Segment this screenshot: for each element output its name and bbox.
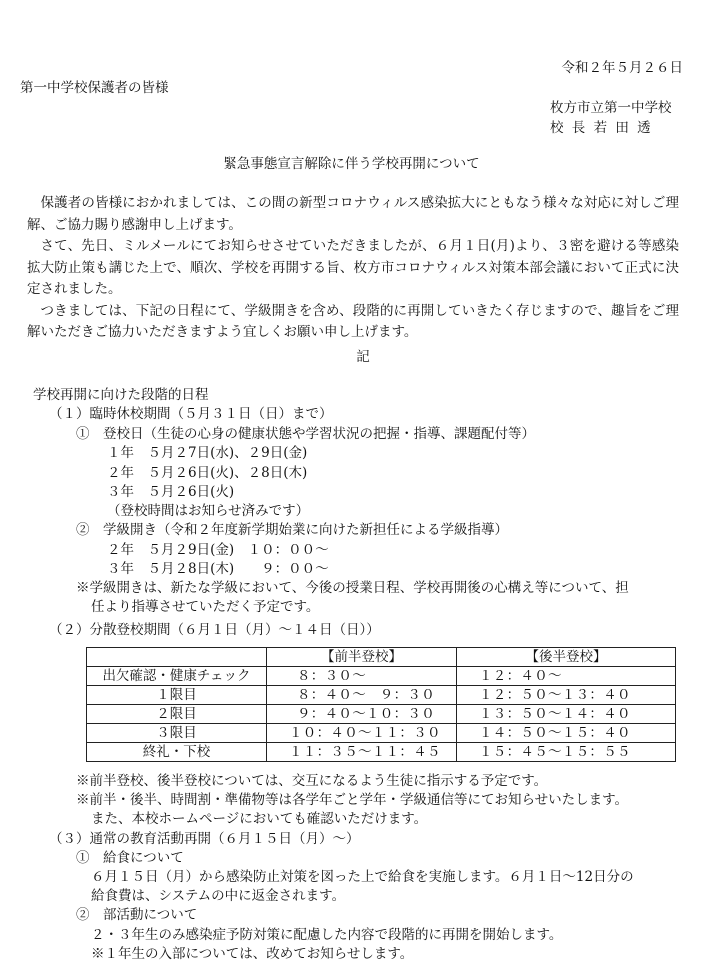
section1-item2-line: ２年 ５月２9日(金) １０：００～	[107, 542, 329, 558]
table-cell-second-half: １３：５０～１４：４０	[457, 705, 676, 724]
table-cell-second-half: １２：４０～	[457, 667, 676, 686]
table-cell-first-half: １０：４０～１１：３０	[267, 724, 457, 743]
table-cell-label: １限目	[87, 686, 267, 705]
document-title: 緊急事態宣言解除に伴う学校再開について	[223, 156, 480, 172]
section1-item1-line: ２年 ５月２6日(火)、２8日(木)	[107, 465, 308, 481]
table-cell-first-half: １１：３５～１１：４５	[267, 743, 457, 762]
section1-title: （１）臨時休校期間（５月３１日（日）まで）	[49, 406, 333, 422]
table-header-cell	[87, 648, 267, 667]
table-row	[87, 667, 676, 686]
section1-item2-title: ② 学級開き（令和２年度新学期始業に向けた新担任による学級指導）	[76, 522, 508, 538]
letter-recipient: 第一中学校保護者の皆様	[20, 80, 169, 96]
section1-item2-line: ３年 ５月２8日(木) ９：００～	[107, 561, 329, 577]
table-row	[87, 686, 676, 705]
table-cell-first-half: ８：３０～	[267, 667, 457, 686]
section3-item1-line: ６月１５日（月）から感染防止対策を図った上で給食を実施します。６月１日～12日分の	[91, 869, 634, 885]
section3-item1-line: 給食費は、システムの中に返金されます。	[91, 888, 346, 904]
schedule-heading: 学校再開に向けた段階的日程	[33, 387, 209, 403]
section3-item2-line: ※１年生の入部については、改めてお知らせします。	[91, 946, 414, 962]
table-cell-label: ３限目	[87, 724, 267, 743]
table-cell-first-half: ８：４０～ ９：３０	[267, 686, 457, 705]
table-header-cell: 【後半登校】	[457, 648, 676, 667]
section3-title: （３）通常の教育活動再開（６月１５日（月）～）	[49, 831, 360, 847]
section1-note: ※学級開きは、新たな学級において、今後の授業日程、学校再開後の心構え等について、担	[76, 580, 629, 596]
body-paragraph: 保護者の皆様におかれましては、この間の新型コロナウィルス感染拡大にともなう様々な対応に対しご理解、ご協力賜り感謝申し上げます。	[27, 195, 679, 233]
section1-item1-line: １年 ５月２7日(水)、２9日(金)	[107, 445, 308, 461]
table-header-cell: 【前半登校】	[267, 648, 457, 667]
body-text	[27, 193, 679, 344]
body-paragraph: さて、先日、ミルメールにてお知らせさせていただきましたが、６月１日(月)より、３密を避ける等感染拡大防止策も講じた上で、順次、学校を再開する旨、枚方市コロナウィルス対策本部会議において正式に決定されました。	[27, 238, 679, 297]
section2-title: （２）分散登校期間（６月１日（月）～１４日（日））	[49, 622, 380, 638]
section2-note: また、本校ホームページにおいても確認いただけます。	[91, 811, 428, 827]
table-cell-label: 終礼・下校	[87, 743, 267, 762]
table-cell-first-half: ９：４０～１０：３０	[267, 705, 457, 724]
table-cell-second-half: １５：４５～１５：５５	[457, 743, 676, 762]
section3-item1-title: ① 給食について	[76, 850, 184, 866]
table-row	[87, 705, 676, 724]
body-paragraph: つきましては、下記の日程にて、学級開きを含め、段階的に再開していきたく存じますので、趣旨をご理解いただきご協力いただきますよう宜しくお願い申し上げます。	[27, 302, 679, 340]
schedule-table	[86, 647, 676, 762]
section1-item1-line: （登校時間はお知らせ済みです）	[107, 503, 310, 519]
section3-item2-line: ２・３年生のみ感染症予防対策に配慮した内容で段階的に再開を開始します。	[91, 927, 563, 943]
section2-note: ※前半登校、後半登校については、交互になるよう生徒に指示する予定です。	[76, 773, 548, 789]
table-cell-second-half: １２：５０～１３：４０	[457, 686, 676, 705]
table-cell-second-half: １４：５０～１５：４０	[457, 724, 676, 743]
section2-note: ※前半・後半、時間割・準備物等は各学年ごと学年・学級通信等にてお知らせいたします。	[76, 792, 629, 808]
table-cell-label: ２限目	[87, 705, 267, 724]
section1-note: 任より指導させていただく予定です。	[91, 599, 320, 615]
table-header-row	[87, 648, 676, 667]
sender-school: 枚方市立第一中学校	[550, 100, 672, 116]
section1-item1-line: ３年 ５月２6日(火)	[107, 484, 235, 500]
table-cell-label: 出欠確認・健康チェック	[87, 667, 267, 686]
ki-marker: 記	[356, 349, 370, 365]
table-row	[87, 743, 676, 762]
section3-item2-title: ② 部活動について	[76, 907, 198, 923]
letter-date: 令和２年５月２６日	[561, 60, 683, 76]
sender-principal: 校 長 若 田 透	[550, 120, 653, 136]
section1-item1-title: ① 登校日（生徒の心身の健康状態や学習状況の把握・指導、課題配付等）	[76, 426, 535, 442]
table-row	[87, 724, 676, 743]
